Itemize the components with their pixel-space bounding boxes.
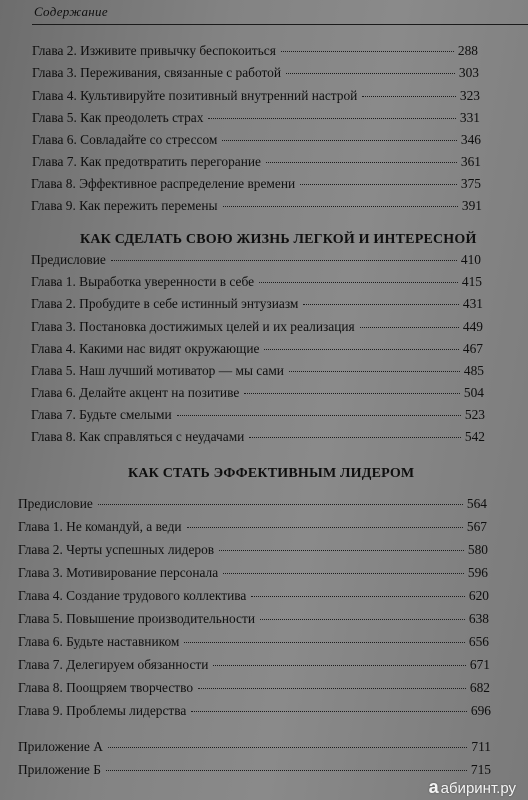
leader-dots bbox=[223, 573, 464, 574]
toc-entry-title: Глава 6. Делайте акцент на позитиве bbox=[31, 385, 240, 400]
toc-page-number: 375 bbox=[460, 176, 481, 191]
toc-page-number: 449 bbox=[462, 319, 483, 334]
toc-entry-title: Глава 3. Мотивирование персонала bbox=[18, 565, 219, 580]
toc-page-number: 346 bbox=[460, 132, 481, 147]
toc-entry-title: Глава 5. Наш лучший мотиватор — мы сами bbox=[31, 363, 284, 378]
toc-page-number: 523 bbox=[464, 407, 485, 422]
toc-entry-title: Глава 2. Черты успешных лидеров bbox=[18, 542, 215, 557]
leader-dots bbox=[300, 184, 457, 185]
leader-dots bbox=[223, 206, 458, 207]
toc-page-number: 391 bbox=[461, 198, 482, 213]
toc-page-number: 431 bbox=[462, 296, 483, 311]
leader-dots bbox=[177, 415, 461, 416]
leader-dots bbox=[281, 51, 454, 52]
toc-row bbox=[31, 362, 484, 380]
leader-dots bbox=[184, 642, 465, 643]
toc-row bbox=[32, 87, 480, 105]
leader-dots bbox=[222, 140, 457, 141]
toc-page-number: 323 bbox=[459, 88, 480, 103]
leader-dots bbox=[362, 96, 456, 97]
toc-page-number: 715 bbox=[470, 762, 491, 777]
toc-row bbox=[18, 702, 491, 720]
toc-page-number: 638 bbox=[468, 611, 489, 626]
toc-entry-title: Глава 3. Переживания, связанные с работой bbox=[32, 65, 282, 80]
toc-row bbox=[31, 251, 481, 269]
toc-entry-title: Глава 4. Создание трудового коллектива bbox=[18, 588, 247, 603]
watermark-text: абиринт.ру bbox=[440, 780, 516, 797]
toc-entry-title: Приложение Б bbox=[18, 762, 101, 777]
toc-entry-title: Глава 7. Как предотвратить перегорание bbox=[32, 154, 262, 169]
toc-page-number: 415 bbox=[461, 274, 482, 289]
toc-page-number: 410 bbox=[460, 252, 481, 267]
toc-row bbox=[31, 175, 481, 193]
toc-entry-title: Глава 5. Как преодолеть страх bbox=[32, 110, 204, 125]
toc-row bbox=[18, 738, 491, 756]
toc-entry-title: Глава 1. Не командуй, а веди bbox=[18, 519, 182, 534]
leader-dots bbox=[360, 327, 459, 328]
part-title: КАК СТАТЬ ЭФФЕКТИВНЫМ ЛИДЕРОМ bbox=[128, 466, 415, 481]
part-title: КАК СДЕЛАТЬ СВОЮ ЖИЗНЬ ЛЕГКОЙ И ИНТЕРЕСНОЙ bbox=[80, 232, 477, 247]
toc-page-number: 467 bbox=[462, 341, 483, 356]
toc-entry-title: Глава 8. Эффективное распределение времени bbox=[31, 176, 296, 191]
toc-page-number: 620 bbox=[468, 588, 489, 603]
toc-row bbox=[31, 384, 484, 402]
toc-row bbox=[18, 633, 489, 651]
toc-page-number: 331 bbox=[459, 110, 480, 125]
toc-page-number: 567 bbox=[466, 519, 487, 534]
toc-entry-title: Глава 4. Какими нас видят окружающие bbox=[31, 341, 260, 356]
toc-page-number: 596 bbox=[467, 565, 488, 580]
toc-entry-title: Глава 5. Повышение производительности bbox=[18, 611, 256, 626]
toc-entry-title: Предисловие bbox=[31, 252, 106, 267]
leader-dots bbox=[187, 527, 463, 528]
toc-row bbox=[18, 610, 489, 628]
toc-row bbox=[31, 428, 485, 446]
toc-row bbox=[32, 109, 480, 127]
toc-row bbox=[18, 587, 489, 605]
toc-entry-title: Глава 7. Будьте смелыми bbox=[31, 407, 172, 422]
leader-dots bbox=[191, 711, 467, 712]
toc-page-number: 361 bbox=[460, 154, 481, 169]
leader-dots bbox=[249, 437, 461, 438]
leader-dots bbox=[111, 260, 457, 261]
leader-dots bbox=[260, 619, 465, 620]
leader-dots bbox=[208, 118, 455, 119]
toc-row bbox=[31, 318, 483, 336]
toc-page-number: 682 bbox=[469, 680, 490, 695]
leader-dots bbox=[286, 73, 455, 74]
toc-page-number: 504 bbox=[463, 385, 484, 400]
toc-entry-title: Предисловие bbox=[18, 496, 93, 511]
toc-page-number: 542 bbox=[464, 429, 485, 444]
toc-entry-title: Глава 9. Как пережить перемены bbox=[31, 198, 218, 213]
toc-entry-title: Глава 6. Будьте наставником bbox=[18, 634, 180, 649]
leader-dots bbox=[108, 747, 468, 748]
toc-row bbox=[31, 406, 485, 424]
toc-entry-title: Глава 8. Поощряем творчество bbox=[18, 680, 194, 695]
toc-row bbox=[32, 131, 481, 149]
toc-row bbox=[31, 197, 482, 215]
toc-entry-title: Глава 2. Изживите привычку беспокоиться bbox=[32, 43, 276, 58]
toc-page-number: 696 bbox=[470, 703, 491, 718]
toc-row bbox=[18, 495, 487, 513]
leader-dots bbox=[213, 665, 466, 666]
toc-row bbox=[18, 541, 488, 559]
leader-dots bbox=[219, 550, 464, 551]
toc-page-number: 564 bbox=[466, 496, 487, 511]
header-rule bbox=[32, 24, 528, 25]
toc-entry-title: Глава 8. Как справляться с неудачами bbox=[31, 429, 245, 444]
toc-row bbox=[18, 564, 488, 582]
leader-dots bbox=[289, 371, 460, 372]
toc-row bbox=[31, 295, 483, 313]
toc-entry-title: Глава 1. Выработка уверенности в себе bbox=[31, 274, 255, 289]
toc-row bbox=[32, 153, 481, 171]
leader-dots bbox=[244, 393, 460, 394]
toc-page-number: 288 bbox=[457, 43, 478, 58]
toc-row bbox=[31, 273, 482, 291]
leader-dots bbox=[198, 688, 466, 689]
toc-row bbox=[18, 761, 491, 779]
toc-row bbox=[31, 340, 483, 358]
leader-dots bbox=[264, 349, 458, 350]
labirint-logo-icon: a bbox=[428, 777, 439, 797]
leader-dots bbox=[266, 162, 457, 163]
toc-row bbox=[32, 64, 479, 82]
leader-dots bbox=[259, 282, 458, 283]
toc-row bbox=[18, 679, 490, 697]
toc-entry-title: Глава 4. Культивируйте позитивный внутренний настрой bbox=[32, 88, 358, 103]
toc-entry-title: Глава 7. Делегируем обязанности bbox=[18, 657, 209, 672]
toc-row bbox=[18, 656, 490, 674]
toc-entry-title: Глава 3. Постановка достижимых целей и их реализация bbox=[31, 319, 355, 334]
toc-row bbox=[32, 42, 478, 60]
leader-dots bbox=[98, 504, 463, 505]
toc-page-number: 303 bbox=[458, 65, 479, 80]
running-head: Содержание bbox=[34, 4, 108, 19]
leader-dots bbox=[106, 770, 467, 771]
toc-entry-title: Приложение А bbox=[18, 739, 103, 754]
toc-page-number: 485 bbox=[463, 363, 484, 378]
toc-page-number: 671 bbox=[469, 657, 490, 672]
toc-entry-title: Глава 6. Совладайте со стрессом bbox=[32, 132, 218, 147]
toc-row bbox=[18, 518, 487, 536]
toc-page-number: 656 bbox=[468, 634, 489, 649]
toc-page-number: 580 bbox=[467, 542, 488, 557]
watermark bbox=[429, 777, 516, 798]
toc-entry-title: Глава 9. Проблемы лидерства bbox=[18, 703, 187, 718]
toc-entry-title: Глава 2. Пробудите в себе истинный энтузиазм bbox=[31, 296, 299, 311]
leader-dots bbox=[303, 304, 459, 305]
toc-page-number: 711 bbox=[471, 739, 491, 754]
leader-dots bbox=[251, 596, 465, 597]
